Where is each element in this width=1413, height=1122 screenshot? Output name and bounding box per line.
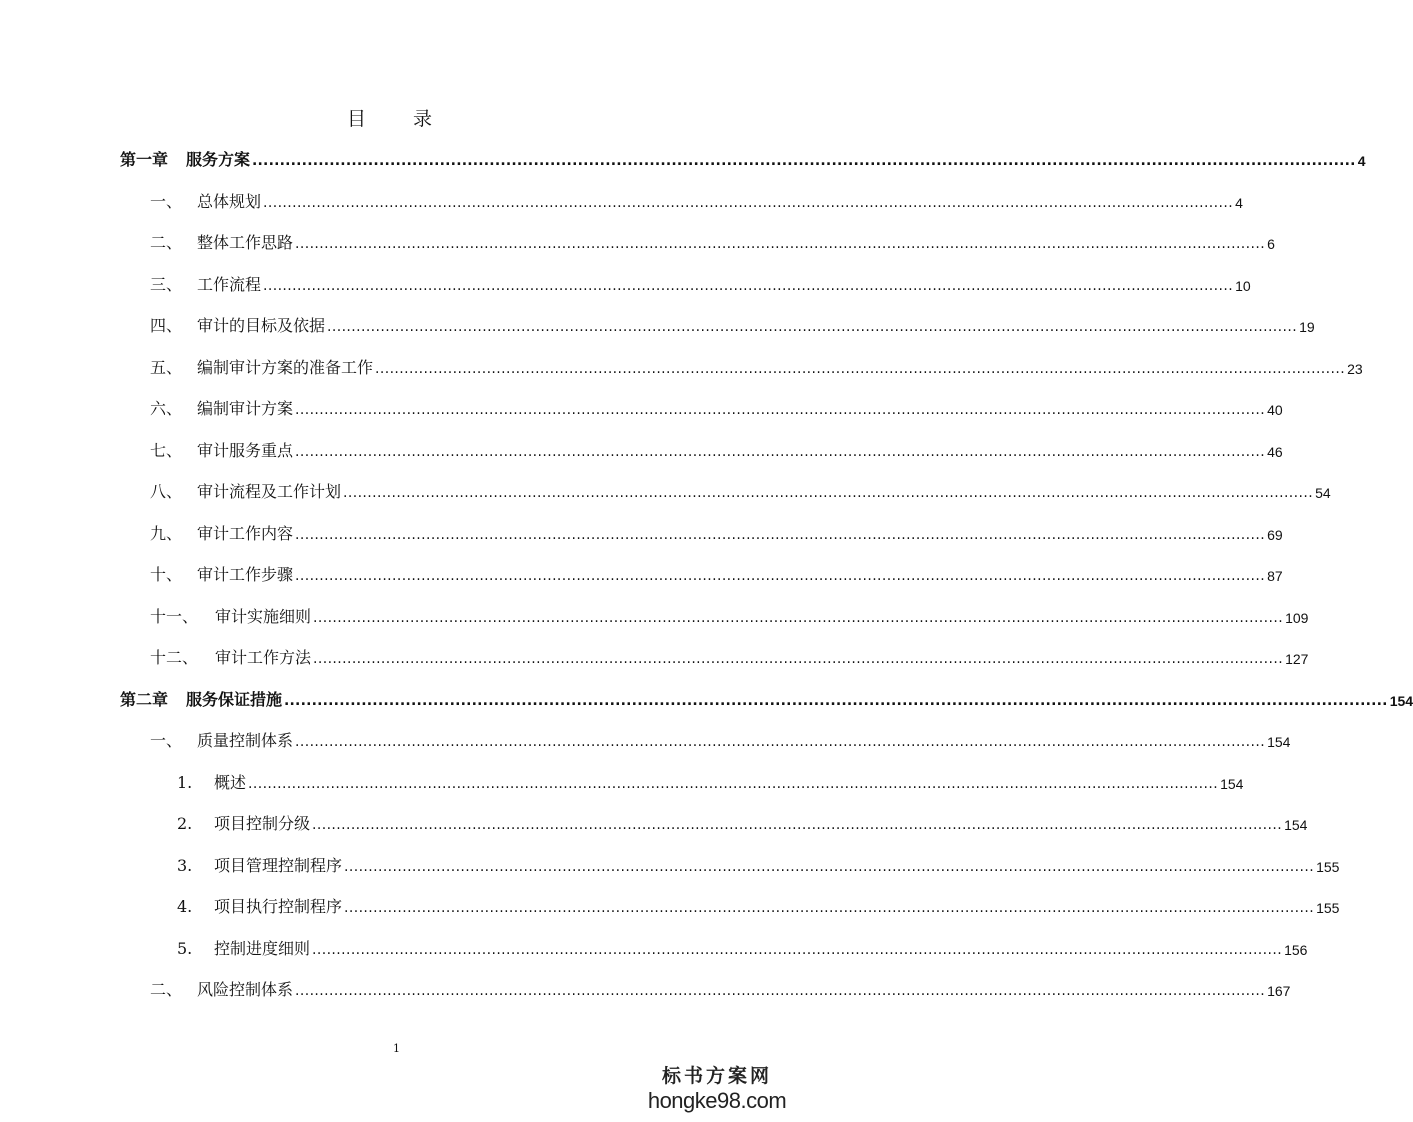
toc-entry-title: 项目控制分级 — [214, 814, 311, 833]
toc-entry-title: 审计工作内容 — [197, 524, 294, 543]
toc-entry[interactable] — [150, 269, 1251, 295]
toc-entry-number: 一、 — [150, 192, 183, 211]
toc-entry-number: 四、 — [150, 316, 183, 335]
toc-entry[interactable] — [150, 476, 1331, 502]
page-number: 1 — [393, 1042, 400, 1055]
toc-entry-number: 一、 — [150, 731, 183, 750]
toc-dot-leader: ........................................................................................................................................................................................................ — [295, 983, 1266, 999]
toc-chapter-entry[interactable] — [120, 684, 1413, 710]
toc-entry-page: 167 — [1267, 983, 1291, 999]
toc-entry-title: 项目管理控制程序 — [214, 856, 343, 875]
toc-dot-leader: ........................................................................................................................................................................................................ — [263, 195, 1234, 211]
toc-entry-number: 九、 — [150, 524, 183, 543]
toc-entry-page: 155 — [1316, 900, 1340, 916]
toc-entry-page: 6 — [1267, 236, 1275, 252]
toc-entry-number: 十、 — [150, 565, 183, 584]
toc-entry-page: 154 — [1267, 734, 1291, 750]
toc-entry-page: 69 — [1267, 527, 1283, 543]
toc-entry-title: 服务保证措施 — [186, 690, 283, 709]
toc-entry[interactable] — [150, 725, 1291, 751]
toc-entry-number: 三、 — [150, 275, 183, 294]
toc-entry[interactable] — [150, 310, 1315, 336]
toc-entry-number: 第一章 — [120, 150, 169, 169]
toc-entry-page: 10 — [1235, 278, 1251, 294]
toc-entry-page: 54 — [1315, 485, 1331, 501]
toc-entry[interactable] — [150, 227, 1275, 253]
toc-entry-title: 整体工作思路 — [197, 233, 294, 252]
toc-entry[interactable] — [177, 808, 1308, 834]
toc-entry-page: 127 — [1285, 651, 1309, 667]
toc-entry-title: 审计工作方法 — [215, 648, 312, 667]
toc-entry-number: 五、 — [150, 358, 183, 377]
toc-entry-title: 服务方案 — [186, 150, 251, 169]
toc-entry-title: 风险控制体系 — [197, 980, 294, 999]
toc-entry[interactable] — [177, 933, 1308, 959]
toc-entry-title: 审计服务重点 — [197, 441, 294, 460]
toc-entry-title: 控制进度细则 — [214, 939, 311, 958]
toc-entry-number: 3. — [177, 856, 193, 875]
toc-entry[interactable] — [150, 559, 1283, 585]
toc-entry-page: 156 — [1284, 942, 1308, 958]
toc-dot-leader: ........................................................................................................................................................................................................ — [313, 610, 1284, 626]
toc-entry-page: 4 — [1235, 195, 1243, 211]
toc-entry-title: 审计的目标及依据 — [197, 316, 326, 335]
toc-entry-number: 4. — [177, 897, 193, 916]
toc-entry-title: 审计流程及工作计划 — [197, 482, 342, 501]
toc-dot-leader: ........................................................................................................................................................................................................ — [344, 859, 1315, 875]
watermark-brand: 标书方案网 — [661, 1065, 772, 1087]
toc-entry-page: 154 — [1220, 776, 1244, 792]
toc-dot-leader: ........................................................................................................................................................................................................ — [375, 361, 1346, 377]
toc-entry[interactable] — [150, 435, 1283, 461]
toc-entry-title: 概述 — [214, 773, 247, 792]
toc-entry[interactable] — [150, 642, 1309, 668]
toc-entry[interactable] — [150, 601, 1309, 627]
toc-chapter-entry[interactable] — [120, 144, 1366, 170]
toc-entry-number: 六、 — [150, 399, 183, 418]
toc-entry-number: 二、 — [150, 233, 183, 252]
toc-dot-leader: ........................................................................................................................................................................................................ — [313, 651, 1284, 667]
toc-dot-leader: ........................................................................................................................................................................................................ — [343, 485, 1314, 501]
toc-entry-page: 19 — [1299, 319, 1315, 335]
toc-entry-number: 2. — [177, 814, 193, 833]
toc-entry-title: 审计实施细则 — [215, 607, 312, 626]
toc-entry-page: 109 — [1285, 610, 1309, 626]
toc-entry-title: 审计工作步骤 — [197, 565, 294, 584]
toc-entry-number: 第二章 — [120, 690, 169, 709]
toc-dot-leader: ........................................................................................................................................................................................................ — [312, 817, 1283, 833]
toc-entry[interactable] — [150, 186, 1243, 212]
toc-dot-leader: ........................................................................................................................................................................................................ — [284, 693, 1388, 709]
toc-entry-number: 1. — [177, 773, 193, 792]
toc-dot-leader: ........................................................................................................................................................................................................ — [248, 776, 1219, 792]
toc-entry-page: 87 — [1267, 568, 1283, 584]
toc-entry-number: 八、 — [150, 482, 183, 501]
toc-dot-leader: ........................................................................................................................................................................................................ — [295, 734, 1266, 750]
toc-entry-title: 编制审计方案的准备工作 — [197, 358, 374, 377]
toc-entry-number: 十二、 — [150, 648, 199, 667]
toc-dot-leader: ........................................................................................................................................................................................................ — [295, 568, 1266, 584]
toc-dot-leader: ........................................................................................................................................................................................................ — [344, 900, 1315, 916]
watermark-url: hongke98.com — [647, 1088, 787, 1113]
toc-entry[interactable] — [150, 518, 1283, 544]
toc-entry-title: 项目执行控制程序 — [214, 897, 343, 916]
watermark-logo — [644, 1064, 790, 1118]
toc-dot-leader: ........................................................................................................................................................................................................ — [295, 527, 1266, 543]
toc-entry[interactable] — [150, 974, 1291, 1000]
toc-entry-title: 编制审计方案 — [197, 399, 294, 418]
toc-entry-title: 工作流程 — [197, 275, 262, 294]
toc-entry-page: 40 — [1267, 402, 1283, 418]
toc-dot-leader: ........................................................................................................................................................................................................ — [252, 153, 1356, 169]
toc-entry[interactable] — [177, 850, 1340, 876]
toc-entry-number: 十一、 — [150, 607, 199, 626]
toc-dot-leader: ........................................................................................................................................................................................................ — [295, 402, 1266, 418]
toc-entry[interactable] — [150, 352, 1363, 378]
toc-dot-leader: ........................................................................................................................................................................................................ — [312, 942, 1283, 958]
toc-entry-page: 154 — [1284, 817, 1308, 833]
toc-dot-leader: ........................................................................................................................................................................................................ — [295, 444, 1266, 460]
toc-entry[interactable] — [150, 393, 1283, 419]
toc-entry-page: 4 — [1357, 153, 1366, 169]
toc-entry-title: 总体规划 — [197, 192, 262, 211]
toc-entry[interactable] — [177, 767, 1244, 793]
toc-entry-number: 七、 — [150, 441, 183, 460]
toc-dot-leader: ........................................................................................................................................................................................................ — [263, 278, 1234, 294]
toc-entry-page: 155 — [1316, 859, 1340, 875]
toc-entry-number: 二、 — [150, 980, 183, 999]
toc-title: 目 录 — [346, 108, 446, 130]
toc-entry-page: 23 — [1347, 361, 1363, 377]
toc-dot-leader: ........................................................................................................................................................................................................ — [295, 236, 1266, 252]
toc-entry-number: 5. — [177, 939, 193, 958]
toc-entry-page: 154 — [1389, 693, 1413, 709]
toc-entry[interactable] — [177, 891, 1340, 917]
toc-entry-page: 46 — [1267, 444, 1283, 460]
toc-dot-leader: ........................................................................................................................................................................................................ — [327, 319, 1298, 335]
toc-entry-title: 质量控制体系 — [197, 731, 294, 750]
